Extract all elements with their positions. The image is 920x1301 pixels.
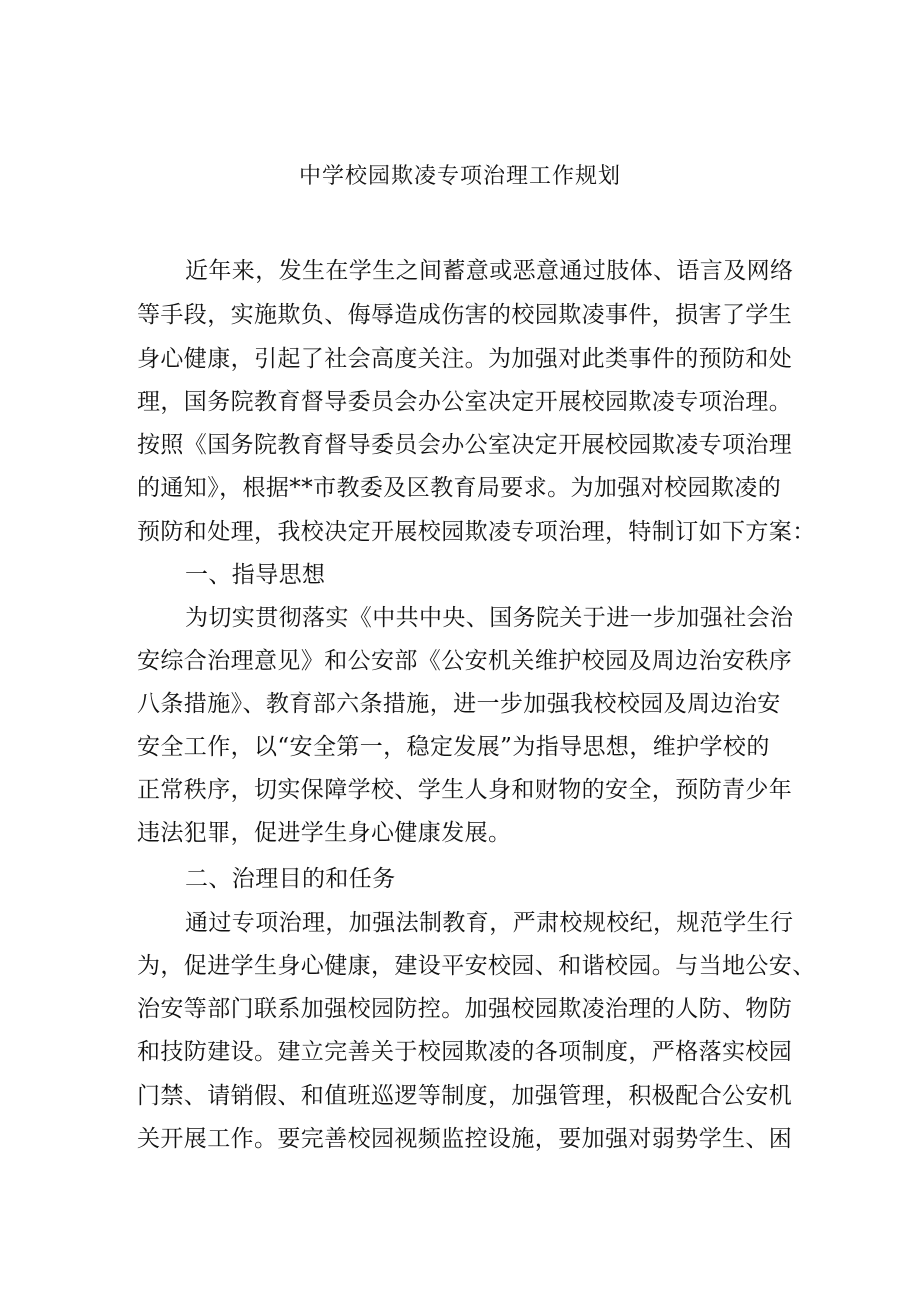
paragraph-line: 预防和处理，我校决定开展校园欺凌专项治理，特制订如下方案： bbox=[137, 519, 816, 545]
paragraph-line: 正常秩序，切实保障学校、学生人身和财物的安全，预防青少年 bbox=[137, 777, 793, 803]
paragraph-line: 通过专项治理，加强法制教育，严肃校规校纪，规范学生行 bbox=[185, 910, 794, 936]
paragraph-line: 理，国务院教育督导委员会办公室决定开展校园欺凌专项治理。 bbox=[137, 389, 793, 415]
paragraph-line: 门禁、请销假、和值班巡逻等制度，加强管理，积极配合公安机 bbox=[137, 1083, 793, 1109]
section-heading: 一、指导思想 bbox=[185, 562, 326, 588]
paragraph-line: 和技防建设。建立完善关于校园欺凌的各项制度，严格落实校园 bbox=[137, 1039, 793, 1065]
paragraph-line: 八条措施》、教育部六条措施，进一步加强我校校园及周边治安 bbox=[137, 691, 781, 717]
paragraph-line: 安全工作，以“安全第一，稳定发展”为指导思想，维护学校的 bbox=[137, 734, 770, 760]
paragraph-line: 身心健康，引起了社会高度关注。为加强对此类事件的预防和处 bbox=[137, 346, 793, 372]
paragraph-line: 治安等部门联系加强校园防控。加强校园欺凌治理的人防、物防 bbox=[137, 996, 793, 1022]
paragraph-line: 关开展工作。要完善校园视频监控设施，要加强对弱势学生、困 bbox=[137, 1126, 793, 1152]
paragraph-line: 为，促进学生身心健康，建设平安校园、和谐校园。与当地公安、 bbox=[137, 953, 816, 979]
document-title: 中学校园欺凌专项治理工作规划 bbox=[298, 164, 621, 189]
paragraph-line: 按照《国务院教育督导委员会办公室决定开展校园欺凌专项治理 bbox=[137, 432, 793, 458]
paragraph-line: 违法犯罪，促进学生身心健康发展。 bbox=[137, 820, 512, 846]
section-heading: 二、治理目的和任务 bbox=[185, 866, 396, 892]
paragraph-line: 等手段，实施欺负、侮辱造成伤害的校园欺凌事件，损害了学生 bbox=[137, 302, 793, 328]
paragraph-line: 为切实贯彻落实《中共中央、国务院关于进一步加强社会治 bbox=[185, 605, 794, 631]
paragraph-line: 的通知》，根据**市教委及区教育局要求。为加强对校园欺凌的 bbox=[137, 475, 782, 501]
paragraph-line: 安综合治理意见》和公安部《公安机关维护校园及周边治安秩序 bbox=[137, 648, 793, 674]
paragraph-line: 近年来，发生在学生之间蓄意或恶意通过肢体、语言及网络 bbox=[185, 258, 794, 284]
